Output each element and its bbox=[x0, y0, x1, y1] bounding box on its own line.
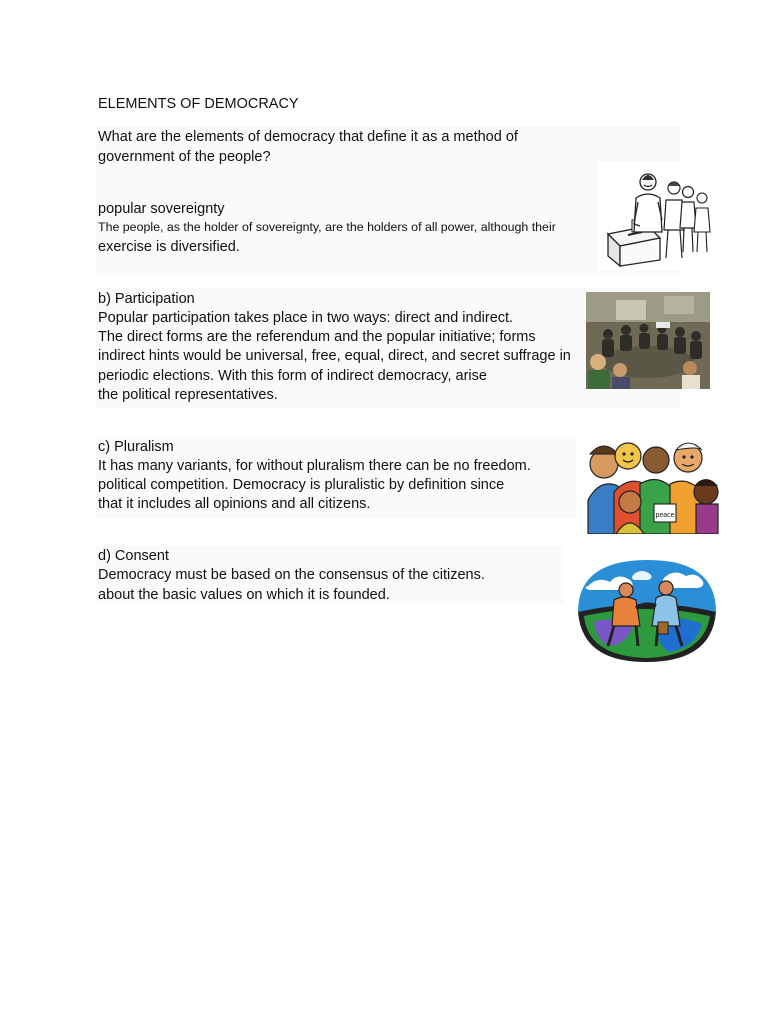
section-body-line: The people, as the holder of sovereignty, are the holders of all power, although their bbox=[98, 220, 556, 234]
section-heading: popular sovereignty bbox=[98, 201, 225, 217]
section-body-line: It has many variants, for without pluralism there can be no freedom. bbox=[98, 458, 531, 474]
document-title: ELEMENTS OF DEMOCRACY bbox=[98, 96, 299, 112]
section-body-line: Popular participation takes place in two ways: direct and indirect. bbox=[98, 310, 514, 326]
section-body-line: Democracy must be based on the consensus of the citizens. bbox=[98, 567, 485, 583]
intro-question-line: government of the people? bbox=[98, 149, 271, 165]
diverse-people-cartoon bbox=[584, 440, 722, 534]
section-body-line: exercise is diversified. bbox=[98, 239, 240, 255]
intro-question-line: What are the elements of democracy that define it as a method of bbox=[98, 129, 518, 145]
section-body-line: that it includes all opinions and all citizens. bbox=[98, 496, 371, 512]
section-heading: b) Participation bbox=[98, 291, 195, 307]
section-body-line: the political representatives. bbox=[98, 387, 278, 403]
section-body-line: about the basic values on which it is founded. bbox=[98, 587, 390, 603]
section-body-line: The direct forms are the referendum and the popular initiative; forms bbox=[98, 329, 536, 345]
section-body-line: periodic elections. With this form of indirect democracy, arise bbox=[98, 368, 487, 384]
section-body-line: political competition. Democracy is pluralistic by definition since bbox=[98, 477, 505, 493]
assembly-meeting-photo bbox=[586, 292, 710, 389]
section-heading: d) Consent bbox=[98, 548, 169, 564]
section-heading: c) Pluralism bbox=[98, 439, 174, 455]
voting-ballot-box-illustration bbox=[598, 162, 714, 270]
sign-text: peace bbox=[655, 512, 675, 519]
handshake-over-globe-clipart bbox=[574, 556, 720, 664]
section-body-line: indirect hints would be universal, free, equal, direct, and secret suffrage in bbox=[98, 348, 571, 364]
